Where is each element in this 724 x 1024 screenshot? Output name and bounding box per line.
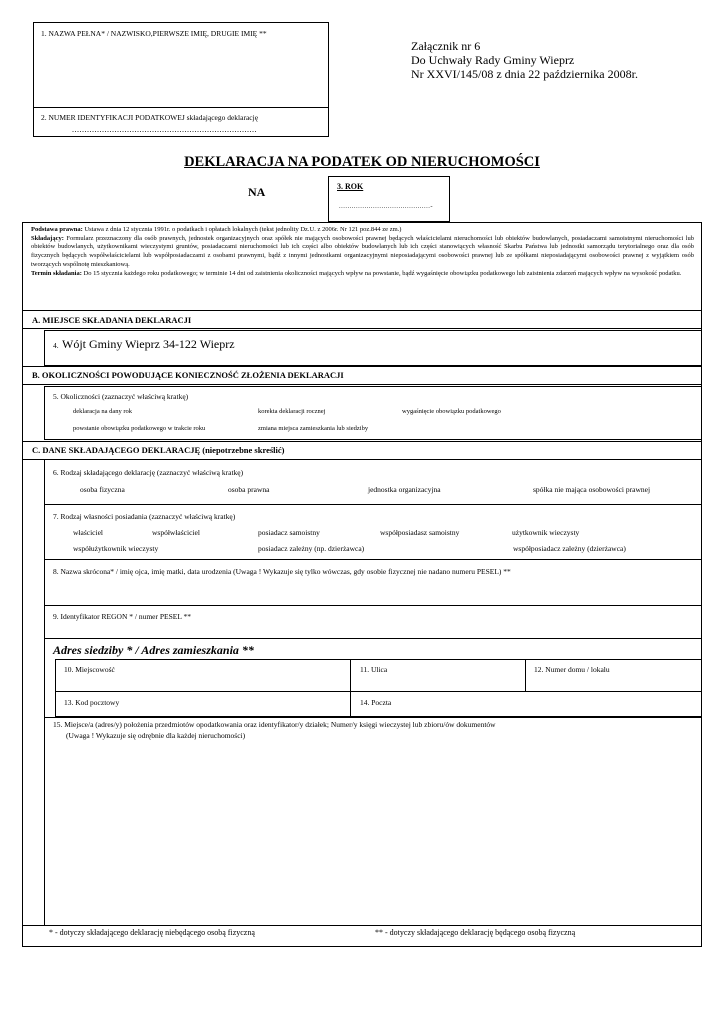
option-address-change[interactable]: zmiana miejsca zamieszkania lub siedziby (258, 425, 369, 432)
filer-type-legal-person[interactable]: osoba prawna (228, 485, 270, 494)
divider-a-top (22, 310, 702, 311)
full-name-input[interactable] (34, 40, 328, 106)
house-number-label: 12. Numer domu / lokalu (534, 665, 610, 674)
filer-label: Składający: (31, 234, 64, 242)
address-heading: Adres siedziby * / Adres zamieszkania ** (53, 643, 254, 657)
option-obligation-expiry[interactable]: wygaśnięcie obowiązku podatkowego (402, 408, 501, 415)
ownership-co-independent-holder[interactable]: współposiadasz samoistny (380, 528, 460, 537)
address-grid-row-divider (55, 691, 702, 692)
ownership-perpetual-user[interactable]: użytkownik wieczysty (512, 528, 580, 537)
annex-line-1: Załącznik nr 6 (411, 39, 481, 53)
filer-type-org-unit[interactable]: jednostka organizacyjna (368, 485, 441, 494)
identity-box-divider (33, 107, 329, 108)
divider-15-bottom (22, 925, 702, 926)
na-label: NA (248, 185, 266, 199)
year-label: 3. ROK (337, 182, 364, 191)
tax-id-label: 2. NUMER IDENTYFIKACJI PODATKOWEJ składającego deklarację (41, 113, 259, 122)
filer-type-label: 6. Rodzaj składającego deklarację (zaznaczyć właściwą kratkę) (53, 468, 244, 477)
short-name-label: 8. Nazwa skrócona* / imię ojca, imię matki, data urodzenia (Uwaga ! Wykazuje się tylko wówczas, gdy osobie fizycznej nie nadano numeru PESEL) ** (53, 567, 511, 576)
tax-office-number: 4. (53, 341, 59, 350)
ownership-co-owner[interactable]: współwłaściciel (152, 528, 200, 537)
property-location-label: 15. Miejsce/a (adres/y) położenia przedmiotów opodatkowania oraz identyfikator/y działek; Numer/y księgi wieczystej lub zbioru/ów dokumentów (53, 720, 496, 729)
ownership-dependent-holder[interactable]: posiadacz zależny (np. dzierżawca) (258, 544, 365, 553)
ownership-independent-holder[interactable]: posiadacz samoistny (258, 528, 320, 537)
property-location-note: (Uwaga ! Wykazuje się odrębnie dla każdej nieruchomości) (66, 731, 246, 740)
post-office-label: 14. Poczta (360, 698, 392, 707)
regon-pesel-label: 9. Identyfikator REGON * / numer PESEL ** (53, 612, 192, 621)
legal-basis-text: Ustawa z dnia 12 stycznia 1991r. o podatkach i opłatach lokalnych (tekst jednolity Dz.U. z 2006r. Nr 121 poz.844 ze zm.) (82, 226, 402, 233)
tax-id-input[interactable]: .......................................................................... (72, 125, 257, 134)
postal-code-input[interactable] (56, 706, 349, 716)
legal-basis-label: Podstawa prawna: (31, 226, 83, 233)
divider-8 (44, 605, 702, 606)
ownership-co-dependent-holder[interactable]: współposiadacz zależny (dzierżawca) (513, 544, 626, 553)
filer-type-partnership[interactable]: spółka nie mająca osobowości prawnej (533, 485, 651, 494)
section-c-title: C. DANE SKŁADAJĄCEGO DEKLARACJĘ (niepotrzebne skreślić) (32, 445, 285, 455)
property-location-input[interactable] (45, 742, 701, 924)
locality-input[interactable] (56, 676, 349, 690)
divider-c-top (22, 441, 702, 442)
divider-a-bottom (22, 328, 702, 329)
house-number-input[interactable] (526, 676, 701, 690)
circumstances-label: 5. Okoliczności (zaznaczyć właściwą kratkę) (53, 392, 189, 401)
option-obligation-arising[interactable]: powstanie obowiązku podatkowego w trakcie roku (73, 425, 206, 432)
ownership-type-label: 7. Rodzaj własności posiadania (zaznaczyć właściwą kratkę) (53, 512, 236, 521)
legal-basis (31, 226, 694, 278)
footnote-legal-entity: * - dotyczy składającego deklarację niebędącego osobą fizyczną (49, 928, 255, 937)
year-input[interactable]: ...........................................- (339, 203, 434, 210)
postal-code-label: 13. Kod pocztowy (64, 698, 120, 707)
regon-pesel-input[interactable] (45, 623, 701, 637)
street-input[interactable] (351, 676, 524, 690)
deadline-label: Termin składania: (31, 269, 82, 277)
divider-6 (44, 504, 702, 505)
section-a-title: A. MIEJSCE SKŁADANIA DEKLARACJI (32, 315, 192, 325)
ownership-owner[interactable]: właściciel (73, 528, 103, 537)
page-title: DEKLARACJA NA PODATEK OD NIERUCHOMOŚCI (184, 154, 540, 170)
divider-address-bottom (44, 717, 702, 718)
divider-c-bottom (22, 459, 702, 460)
section-b-title: B. OKOLICZNOŚCI POWODUJĄCE KONIECZNOŚĆ ZŁOŻENIA DEKLARACJI (32, 370, 344, 380)
filer-text: Formularz przeznaczony dla osób prawnych, jednostek organizacyjnych oraz spółek nie mających osobowości prawnej będących właścicielami nieruchomości lub obiektów budowlanych, posiadaczami samoistnymi nieruchomości lub obiektów budowlanych, użytkownikami wieczystymi gruntów, posiadaczami nieruchomości lub ich części albo obiektów budowlanych lub ich części stanowiących własność Skarbu Państwa lub jednostki samorządu terytorialnego oraz dla osób fizycznych będących współwłaścicielami lub współposiadaczami z osobami prawnymi, bądź z innymi jednostkami organizacyjnymi nieposiadającymi osobowości prawnej lub ze spółkami nieposiadającymi osobowości prawnej z wyjątkiem osób tworzących wspólnotę mieszkaniową. (31, 234, 694, 268)
street-label: 11. Ulica (360, 665, 388, 674)
annex-line-2: Do Uchwały Rady Gminy Wieprz (411, 53, 575, 67)
deadline-text: Do 15 stycznia każdego roku podatkowego; w terminie 14 dni od zaistnienia okoliczności mających wpływ na powstanie, bądź wygaśnięcie obowiązku podatkowego lub zaistnienia zdarzeń mających wpływ na wysokość podatku. (81, 269, 682, 277)
locality-label: 10. Miejscowość (64, 665, 115, 674)
ownership-co-perpetual-user[interactable]: współużytkownik wieczysty (73, 544, 159, 553)
option-annual-correction[interactable]: korekta deklaracji rocznej (258, 408, 326, 415)
divider-9 (44, 638, 702, 639)
short-name-input[interactable] (45, 578, 701, 604)
annex-line-3: Nr XXVI/145/08 z dnia 22 października 2008r. (411, 67, 638, 81)
divider-b-top (22, 366, 702, 367)
divider-b-bottom (22, 384, 702, 385)
full-name-label: 1. NAZWA PEŁNA* / NAZWISKO,PIERWSZE IMIĘ, DRUGIE IMIĘ ** (41, 29, 267, 38)
option-annual-declaration[interactable]: deklaracja na dany rok (73, 408, 133, 415)
filer-type-natural-person[interactable]: osoba fizyczna (80, 485, 125, 494)
post-office-input[interactable] (351, 706, 701, 716)
footnote-natural-person: ** - dotyczy składającego deklarację będącego osobą fizyczną (375, 928, 576, 937)
tax-office-value: Wójt Gminy Wieprz 34-122 Wieprz (62, 337, 235, 351)
divider-7 (44, 559, 702, 560)
